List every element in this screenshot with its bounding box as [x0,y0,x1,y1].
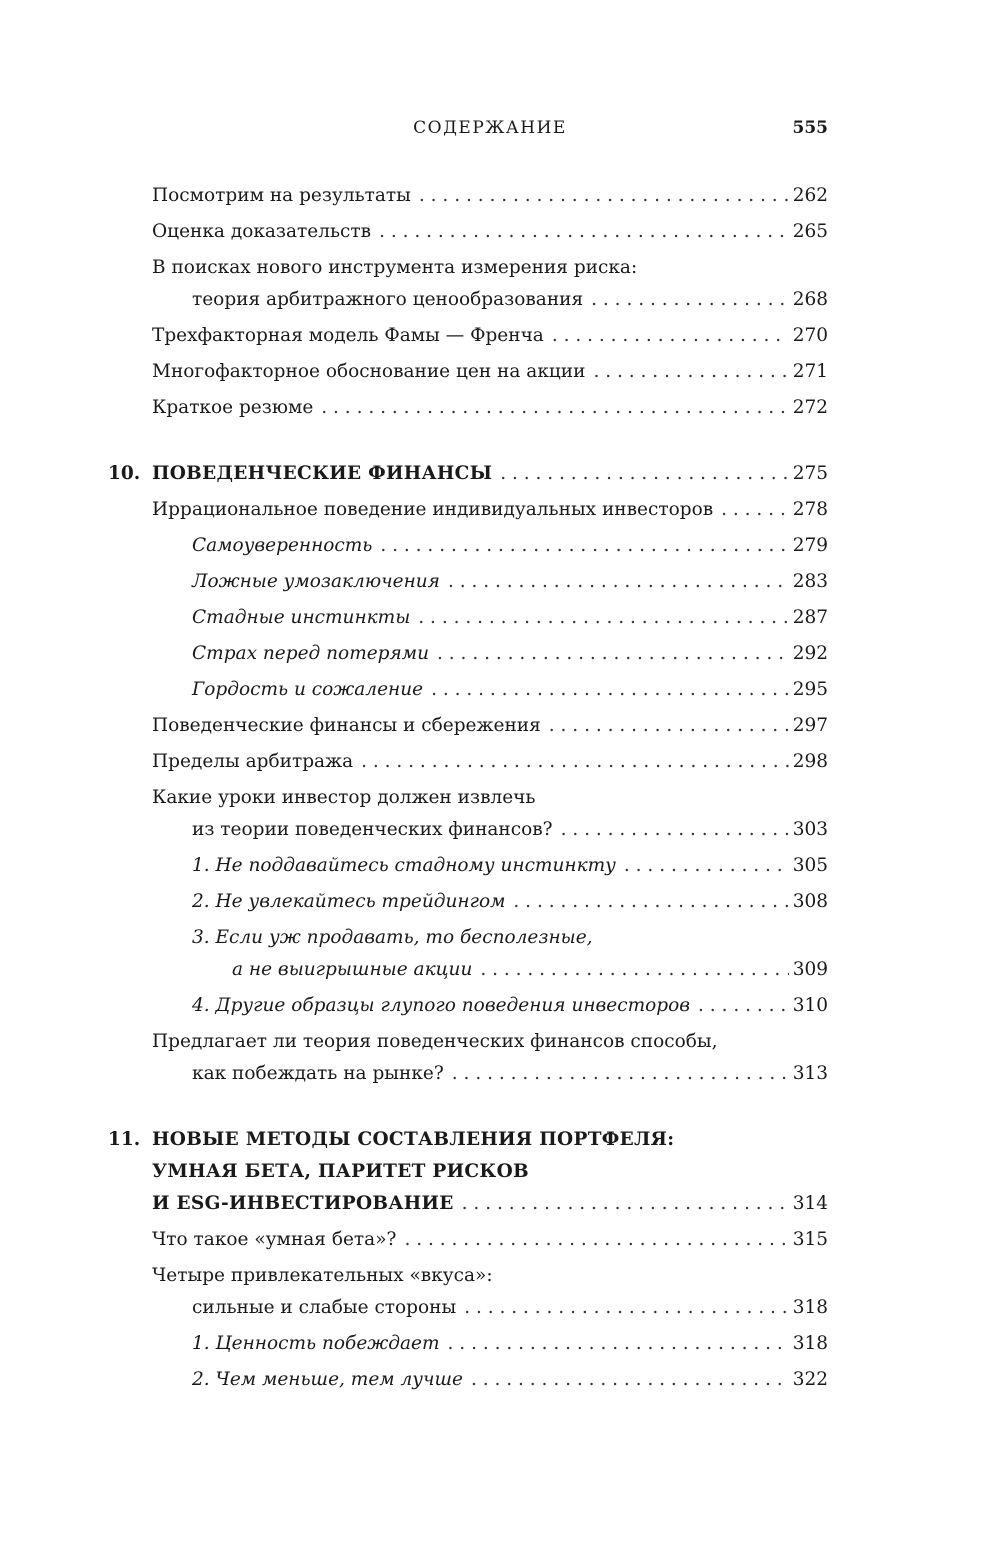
toc-entry-row [152,216,828,248]
dot-leader [500,458,788,490]
chapter-number: 11. [108,1129,141,1150]
toc-entry-row [152,180,828,212]
toc-page-number: 303 [792,819,828,840]
toc-entry [0,1328,1000,1360]
toc-entry-row [152,494,828,526]
toc-entry-row [192,814,828,846]
toc-entry-title: как побеждать на рынке? [192,1063,444,1084]
dot-leader [480,954,788,986]
toc-entry-title: Оценка доказательств [152,221,372,242]
toc-entry-row [192,602,828,634]
toc-entry [0,252,1000,316]
dot-leader [418,602,788,634]
toc-page-number: 275 [792,463,828,484]
toc-page-number: 309 [792,959,828,980]
toc-page-number: 279 [792,535,828,556]
toc-entry [0,494,1000,526]
toc-entry [0,1260,1000,1324]
toc-entry [0,922,1000,986]
toc-entry-title: Пределы арбитража [152,751,354,772]
toc-entry-row [152,458,828,490]
dot-leader [448,1328,789,1360]
toc-entry-title: 2. Чем меньше, тем лучше [192,1369,463,1390]
toc-entry-title: сильные и слабые стороны [192,1297,457,1318]
toc-page-number: 308 [792,891,828,912]
dot-leader [448,566,789,598]
toc-page-number: 272 [792,397,828,418]
dot-leader [721,494,789,526]
toc-entry-row [192,638,828,670]
dot-leader [591,284,789,316]
toc-entry-title: Краткое резюме [152,397,314,418]
toc-entry [0,180,1000,212]
page-number: 555 [792,118,828,138]
toc-entry-row [152,746,828,778]
toc-page-number: 313 [792,1063,828,1084]
toc-entry-row [192,886,828,918]
toc-entry-title: Ложные умозаключения [192,571,440,592]
toc-entry [0,886,1000,918]
toc-entry-row [192,284,828,316]
toc-entry-title: из теории поведенческих финансов? [192,819,553,840]
toc-entry [0,530,1000,562]
dot-leader [379,216,789,248]
toc-page-number: 262 [792,185,828,206]
dot-leader [431,674,789,706]
toc-chapter-entry [0,458,1000,490]
dot-leader [561,814,789,846]
toc-entry-title: а не выигрышные акции [232,959,473,980]
running-header [152,118,828,148]
toc-entry [0,392,1000,424]
toc-entry-row [192,850,828,882]
toc-entry-row [152,320,828,352]
dot-leader [624,850,789,882]
chapter-number: 10. [108,463,141,484]
toc-entry-title: НОВЫЕ МЕТОДЫ СОСТАВЛЕНИЯ ПОРТФЕЛЯ: [152,1129,675,1150]
toc-entry [0,602,1000,634]
toc-entry [0,990,1000,1022]
dot-leader [552,320,789,352]
dot-leader [404,1224,788,1256]
toc-entry-row [192,990,828,1022]
toc-entry [0,566,1000,598]
toc-entry-title: Четыре привлекательных «вкуса»: [152,1265,493,1286]
toc-entry-title: Посмотрим на результаты [152,185,411,206]
toc-page-number: 278 [792,499,828,520]
toc-entry-title: Стадные инстинкты [192,607,411,628]
toc-entry-title: теория арбитражного ценообразования [192,289,584,310]
toc-entry-title: 2. Не увлекайтесь трейдингом [192,891,506,912]
toc-entry-title: УМНАЯ БЕТА, ПАРИТЕТ РИСКОВ [152,1161,529,1182]
toc-page-number: 283 [792,571,828,592]
toc-entry [0,356,1000,388]
toc-entry [0,850,1000,882]
toc-entry-row [232,954,828,986]
toc-entry-title: Самоуверенность [192,535,373,556]
dot-leader [698,990,789,1022]
toc-page-number: 265 [792,221,828,242]
toc-page-number: 297 [792,715,828,736]
toc-chapter-entry [0,1124,1000,1220]
toc-entry [0,1026,1000,1090]
toc-entry-title: 1. Не поддавайтесь стадному инстинкту [192,855,616,876]
toc-entry-row [192,1364,828,1396]
toc-page-number: 318 [792,1333,828,1354]
toc-entry-title: Многофакторное обоснование цен на акции [152,361,586,382]
toc-entry [0,638,1000,670]
toc-entry-title: Гордость и сожаление [192,679,424,700]
toc-page-number: 287 [792,607,828,628]
toc-entry [0,782,1000,846]
toc-entry [0,320,1000,352]
toc-page-number: 295 [792,679,828,700]
toc-entry [0,746,1000,778]
dot-leader [361,746,789,778]
toc-entry-title: Какие уроки инвестор должен извлечь [152,787,536,808]
toc-entry [0,674,1000,706]
toc-entry-title: Что такое «умная бета»? [152,1229,397,1250]
toc-entry-row [192,674,828,706]
toc-page-number: 322 [792,1369,828,1390]
toc-page-number: 271 [792,361,828,382]
dot-leader [380,530,788,562]
toc-entry-row [152,1188,828,1220]
toc-page-number: 314 [792,1193,828,1214]
toc-entry-title: 3. Если уж продавать, то бесполезные, [192,927,593,948]
toc-entry-row [192,1328,828,1360]
toc-entry [0,216,1000,248]
running-title: СОДЕРЖАНИЕ [413,118,567,138]
toc-entry-row [152,1224,828,1256]
toc-entry-title: Страх перед потерями [192,643,430,664]
toc-entry-row [152,392,828,424]
dot-leader [513,886,788,918]
toc-entry [0,1224,1000,1256]
toc-entry-title: 1. Ценность побеждает [192,1333,440,1354]
toc-entry-row [152,710,828,742]
toc-page-number: 292 [792,643,828,664]
toc-entry-row [152,356,828,388]
toc-entry-title: И ESG-ИНВЕСТИРОВАНИЕ [152,1193,454,1214]
dot-leader [452,1058,789,1090]
toc-page-number: 315 [792,1229,828,1250]
toc-entry-title: Предлагает ли теория поведенческих финансов способы, [152,1031,718,1052]
toc-entry [0,1364,1000,1396]
toc-entry-row [192,530,828,562]
toc-page-number: 298 [792,751,828,772]
toc-entry-row [192,566,828,598]
toc-entry-row [192,1058,828,1090]
dot-leader [593,356,788,388]
dot-leader [549,710,789,742]
dot-leader [471,1364,789,1396]
toc-entry-row [192,1292,828,1324]
toc-entry-title: Поведенческие финансы и сбережения [152,715,541,736]
toc-page-number: 268 [792,289,828,310]
dot-leader [462,1188,789,1220]
dot-leader [321,392,788,424]
toc-entry [0,710,1000,742]
toc-entry-title: ПОВЕДЕНЧЕСКИЕ ФИНАНСЫ [152,463,493,484]
toc-entry-title: В поисках нового инструмента измерения риска: [152,257,638,278]
dot-leader [437,638,789,670]
toc-entry-title: 4. Другие образцы глупого поведения инвесторов [192,995,691,1016]
dot-leader [419,180,789,212]
toc-page-number: 305 [792,855,828,876]
toc-page-number: 318 [792,1297,828,1318]
toc-entry-title: Иррациональное поведение индивидуальных инвесторов [152,499,714,520]
toc-page-number: 270 [792,325,828,346]
dot-leader [464,1292,788,1324]
toc-entry-title: Трехфакторная модель Фамы — Френча [152,325,544,346]
toc-page-number: 310 [792,995,828,1016]
